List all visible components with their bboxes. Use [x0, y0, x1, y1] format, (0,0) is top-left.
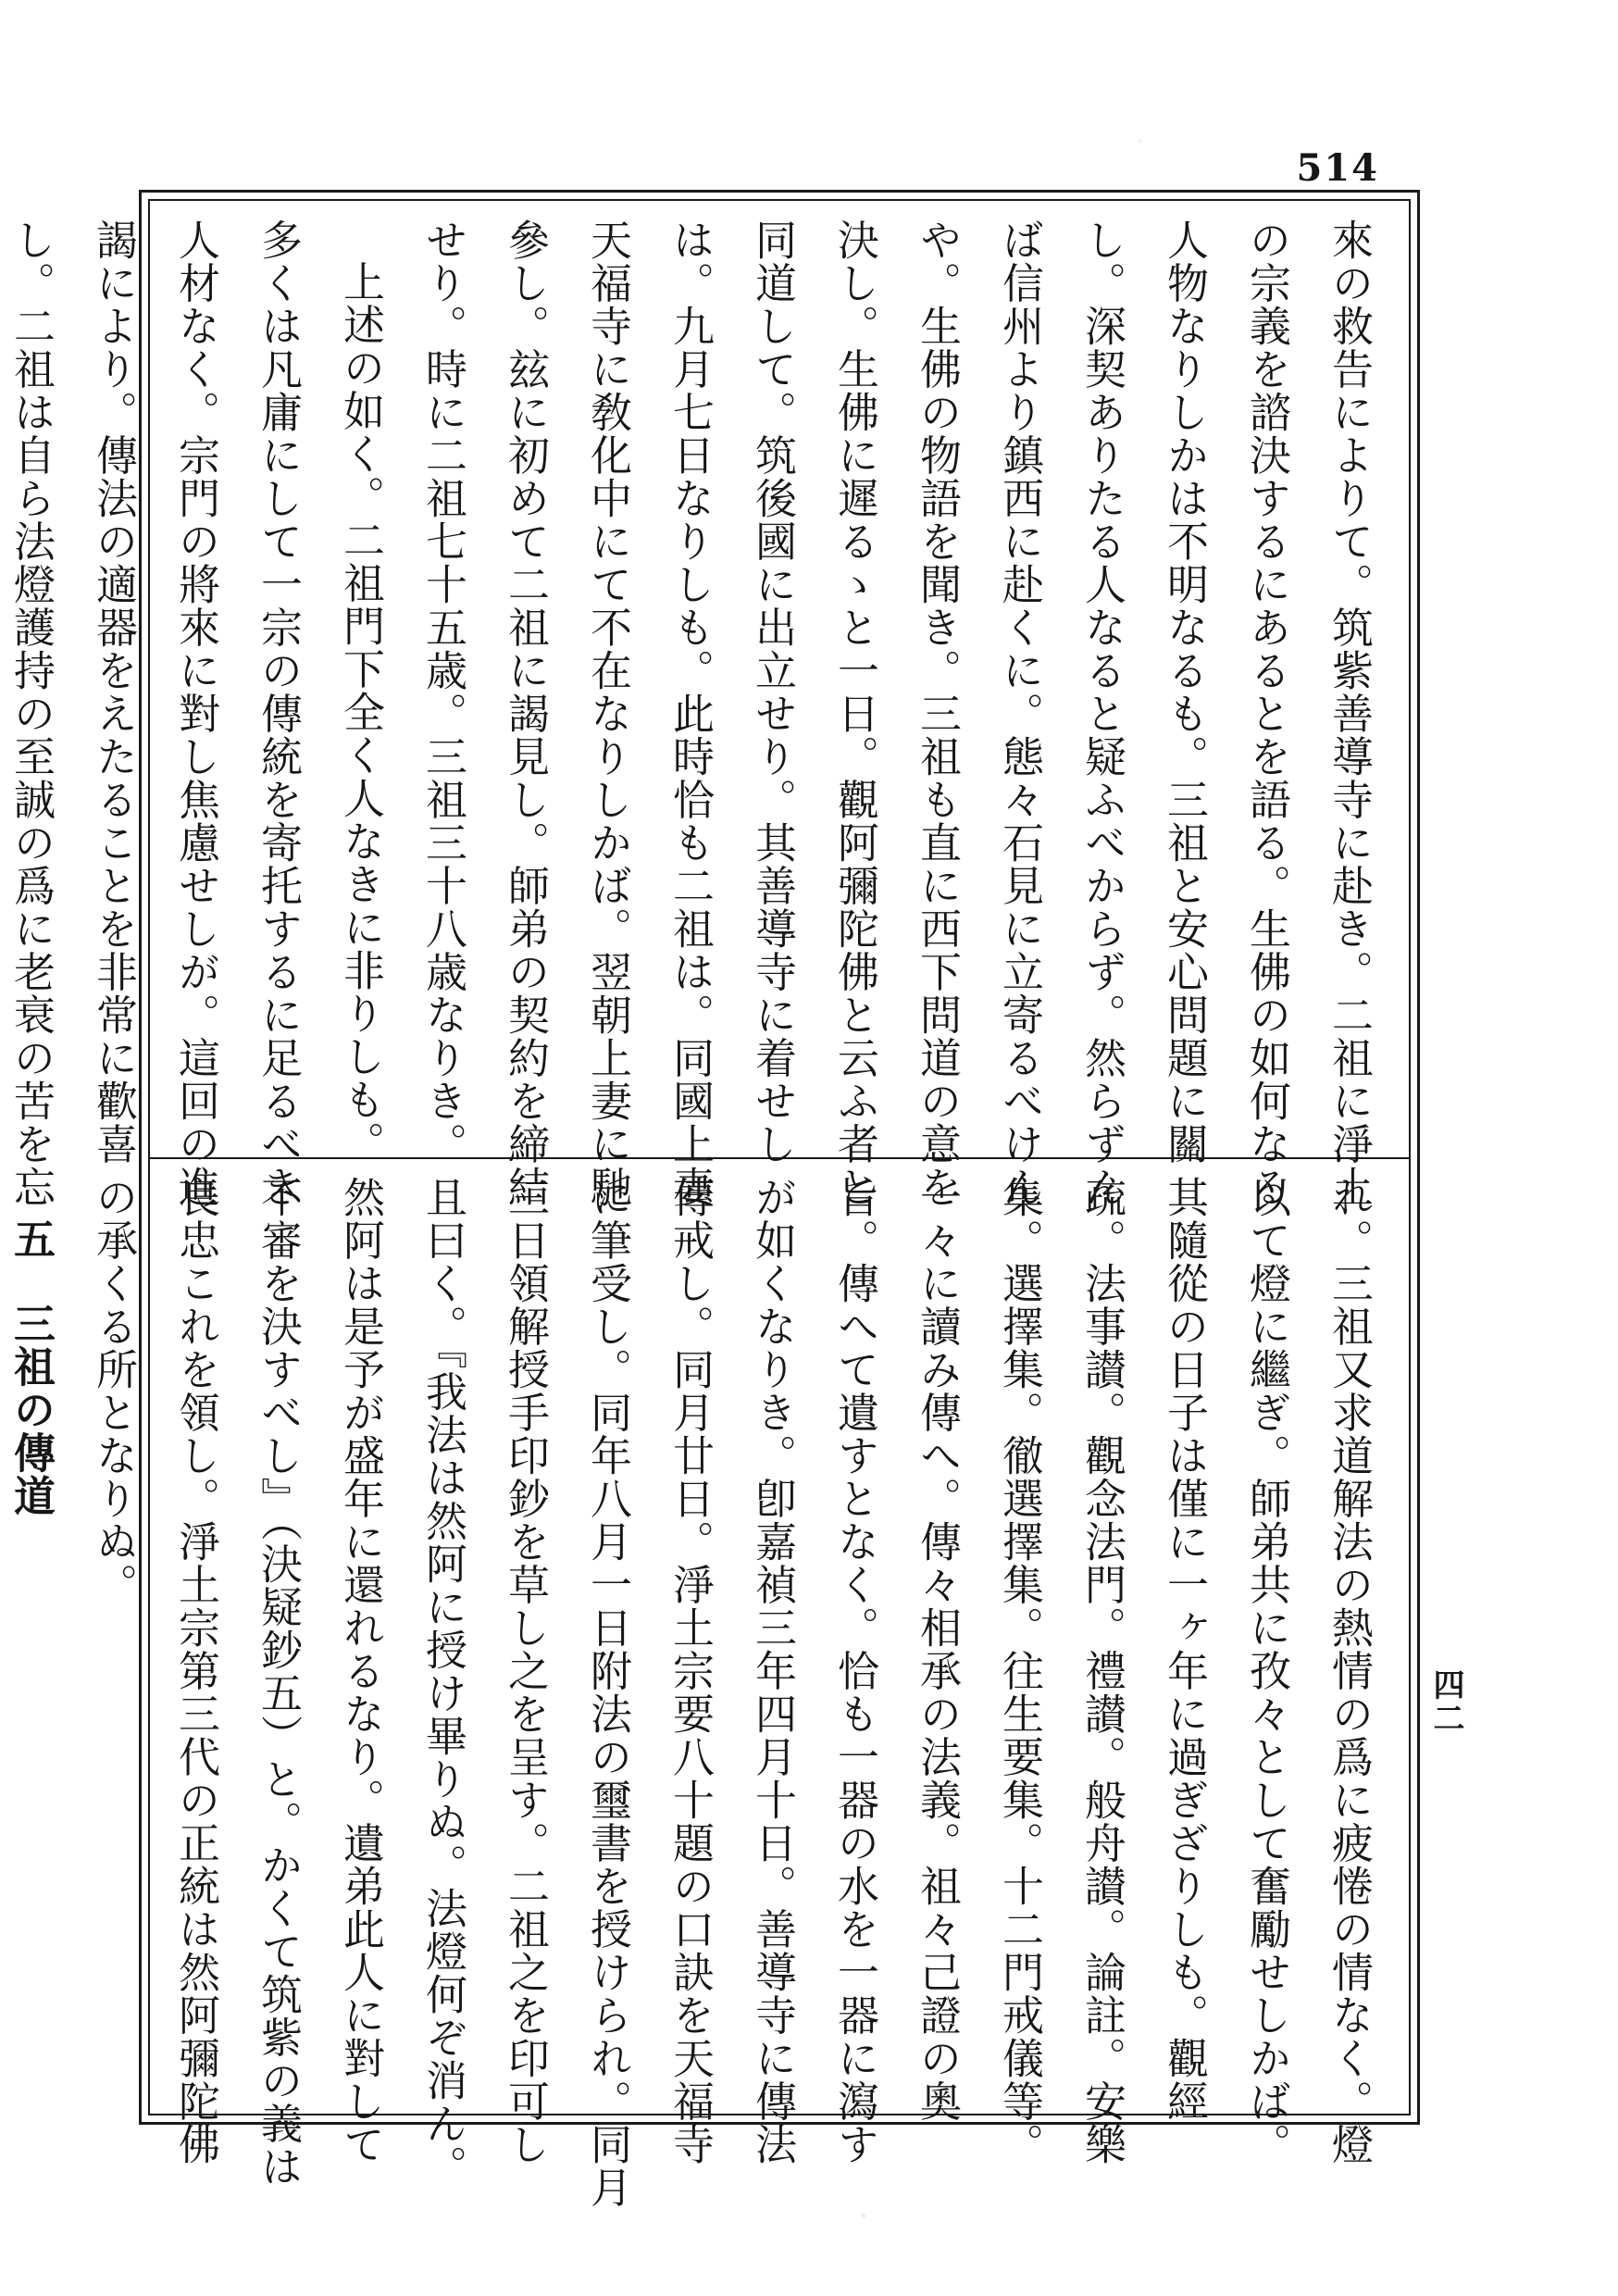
text-column: 三日領解授手印鈔を草し之を呈す。二祖之を印可し: [501, 1176, 550, 2166]
paper-speck: [1139, 139, 1142, 143]
text-column: し。二祖は自ら法燈護持の至誠の爲に老衰の苦を忘: [6, 218, 56, 1209]
text-column: に筆受し。同年八月一日附法の璽書を授けられ。同月: [583, 1176, 632, 2209]
text-column: 決し。生佛に遲るゝと一日。觀阿彌陀佛と云ふ者と: [830, 218, 879, 1209]
text-column: 不審を決すべし』（決疑鈔五）と。かくて筑紫の義は: [254, 1176, 303, 2189]
text-column: 良忠これを領し。淨土宗第三代の正統は然阿彌陀佛: [171, 1176, 220, 2166]
text-column: 多くは凡庸にして一宗の傳統を寄托するに足るべき: [254, 218, 303, 1209]
text-column: が如くなりき。卽嘉禎三年四月十日。善導寺に傳法: [748, 1176, 797, 2166]
text-column: せり。時に二祖七十五歳。三祖三十八歳なりき。: [418, 218, 467, 1166]
text-column: 謁により。傳法の適器をえたることを非常に歡喜: [89, 218, 138, 1166]
text-column: 集。選擇集。徹選擇集。往生要集。十二門戒儀等。: [995, 1176, 1044, 2166]
text-column: や。生佛の物語を聞き。三祖も直に西下問道の意を: [913, 218, 962, 1209]
margin-folio: 四二: [1427, 1668, 1464, 1735]
text-column: 人物なりしかは不明なるも。三祖と安心問題に關: [1160, 218, 1209, 1166]
page-number: 514: [1296, 146, 1379, 190]
text-column: 以て燈に繼ぎ。師弟共に孜々として奮勵せしかば。: [1242, 1176, 1291, 2166]
section-title: 三祖の傳道: [6, 1302, 56, 1517]
text-column: の宗義を諮決するにあるとを語る。生佛の如何なる: [1242, 218, 1291, 1209]
text-column: 其隨從の日子は僅に一ヶ年に過ぎざりしも。觀經: [1160, 1176, 1209, 2123]
section-number: 五: [6, 1217, 56, 1261]
text-column: 來の救告によりて。筑紫善導寺に赴き。二祖に淨土: [1325, 218, 1374, 1209]
text-column: 然阿は是予が盛年に還れるなり。遺弟此人に對して: [336, 1176, 385, 2166]
text-column: 人材なく。宗門の將來に對し焦慮せしが。這回の進: [171, 218, 220, 1209]
text-column: 天福寺に敎化中にて不在なりしかば。翌朝上妻に馳: [583, 218, 632, 1209]
text-column: 同道して。筑後國に出立せり。其善導寺に着せし: [748, 218, 797, 1166]
text-column: の承くる所となりぬ。: [89, 1176, 138, 1606]
text-column: れ。三祖又求道解法の熱情の爲に疲惓の情なく。燈: [1325, 1176, 1374, 2166]
text-column: 參し。玆に初めて二祖に謁見し。師弟の契約を締結: [501, 218, 550, 1209]
text-column: は。九月七日なりしも。此時恰も二祖は。同國上妻: [666, 218, 715, 1209]
section-heading: [0, 1176, 72, 2092]
text-column: し。深契ありたる人なると疑ふべからず。然らずん: [1077, 218, 1126, 1209]
text-column: 且曰く。『我法は然阿に授け畢りぬ。法燈何ぞ消ん。: [418, 1176, 467, 2189]
text-column: 疏。法事讃。觀念法門。禮讃。般舟讃。論註。安樂: [1077, 1176, 1126, 2166]
text-column-indented: 上述の如く。二祖門下全く人なきに非りしも。: [336, 260, 385, 1165]
text-column: ば信州より鎮西に赴くに。態々石見に立寄るべけん: [995, 218, 1044, 1209]
text-column: 一々に讀み傳へ。傳々相承の法義。祖々己證の奧: [913, 1176, 962, 2123]
text-column: 旨。傳へて遺すとなく。恰も一器の水を一器に瀉す: [830, 1176, 879, 2166]
upper-text-block: [6, 218, 1390, 1209]
text-column: 傳戒し。同月廿日。淨土宗要八十題の口訣を天福寺: [666, 1176, 715, 2166]
lower-text-block: [6, 1176, 1390, 2209]
paper-speck: [861, 2213, 866, 2218]
